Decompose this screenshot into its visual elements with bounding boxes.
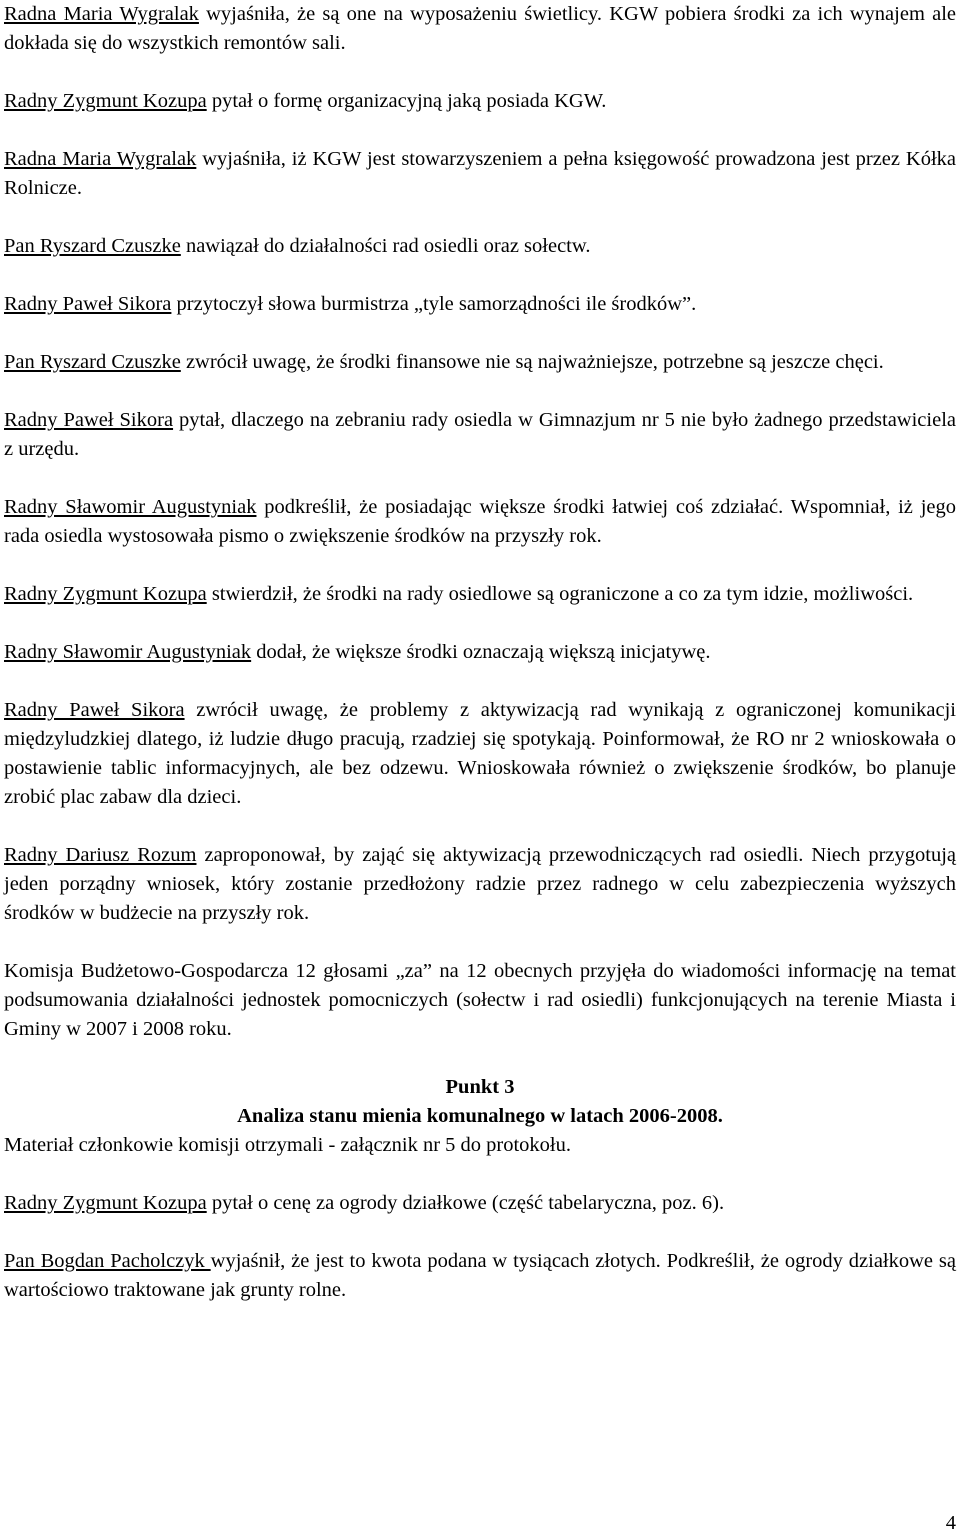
resolution-paragraph: Komisja Budżetowo-Gospodarcza 12 głosami „za” na 12 obecnych przyjęła do wiadomości informację na temat podsumowania działalności jednostek pomocniczych (sołectw i rad osiedli) funkcjonujących na terenie Miasta i Gminy w 2007 i 2008 roku. [4, 960, 956, 1040]
speaker-name: Radny Zygmunt Kozupa [4, 90, 207, 112]
speaker-name: Radny Sławomir Augustyniak [4, 496, 257, 518]
paragraph-8 [4, 493, 956, 551]
paragraph-text: zwrócił uwagę, że problemy z aktywizacją rad wynikają z ograniczonej komunikacji międzyludzkiej dlatego, iż ludzie długo pracują, rzadziej się spotykają. Poinformował, że RO nr 2 wnioskowała o postawienie tablic informacyjnych, ale bez odzewu. Wnioskowała również o zwiększenie środków, bo planuje zrobić plac zabaw dla dzieci. [4, 699, 956, 808]
paragraph-5 [4, 290, 956, 319]
speaker-name: Radna Maria Wygralak [4, 3, 199, 25]
paragraph-1 [4, 0, 956, 58]
speaker-name: Radny Dariusz Rozum [4, 844, 197, 866]
speaker-name: Pan Bogdan Pacholczyk [4, 1250, 211, 1272]
paragraph-6 [4, 348, 956, 377]
speaker-name: Radna Maria Wygralak [4, 148, 197, 170]
paragraph-7 [4, 406, 956, 464]
paragraph-text: pytał o cenę za ogrody działkowe (część tabelaryczna, poz. 6). [206, 1192, 725, 1214]
page-number: 4 [945, 1512, 956, 1534]
speaker-name: Radny Paweł Sikora [4, 699, 185, 721]
speaker-name: Radny Zygmunt Kozupa [4, 583, 207, 605]
paragraph-text: wyjaśniła, iż KGW jest stowarzyszeniem a pełna księgowość prowadzona jest przez Kółka Rolnicze. [4, 148, 956, 199]
speaker-name: Radny Paweł Sikora [4, 409, 174, 431]
paragraph-2 [4, 87, 956, 116]
paragraph-text: nawiązał do działalności rad osiedli oraz sołectw. [180, 235, 591, 257]
paragraph-text: przytoczył słowa burmistrza „tyle samorządności ile środków”. [171, 293, 697, 315]
speaker-name: Radny Sławomir Augustyniak [4, 641, 252, 663]
paragraph-text: zwrócił uwagę, że środki finansowe nie są najważniejsze, potrzebne są jeszcze chęci. [180, 351, 884, 373]
paragraph-after-1 [4, 1189, 956, 1218]
paragraph-3 [4, 145, 956, 203]
paragraph-text: pytał, dlaczego na zebraniu rady osiedla w Gimnazjum nr 5 nie było żadnego przedstawiciela z urzędu. [4, 409, 956, 460]
section-intro: Materiał członkowie komisji otrzymali - załącznik nr 5 do protokołu. [4, 1134, 572, 1156]
section-subheading: Analiza stanu mienia komunalnego w latach 2006-2008. [237, 1105, 723, 1127]
speaker-name: Pan Ryszard Czuszke [4, 235, 181, 257]
paragraph-12 [4, 841, 956, 928]
paragraph-text: stwierdził, że środki na rady osiedlowe są ograniczone a co za tym idzie, możliwości. [206, 583, 914, 605]
paragraph-11 [4, 696, 956, 812]
paragraph-9 [4, 580, 956, 609]
paragraph-after-2 [4, 1247, 956, 1305]
section-heading: Punkt 3 [445, 1076, 515, 1098]
speaker-name: Pan Ryszard Czuszke [4, 351, 181, 373]
paragraph-text: zaproponował, by zająć się aktywizacją przewodniczących rad osiedli. Niech przygotują jeden porządny wniosek, który zostanie przedłożony radzie przez radnego w celu zabezpieczenia wyższych środków w budżecie na przyszły rok. [4, 844, 956, 924]
paragraph-text: dodał, że większe środki oznaczają większą inicjatywę. [251, 641, 711, 663]
paragraph-text: pytał o formę organizacyjną jaką posiada KGW. [206, 90, 607, 112]
paragraph-text: wyjaśnił, że jest to kwota podana w tysiącach złotych. Podkreślił, że ogrody działkowe są wartościowo traktowane jak grunty rolne. [4, 1250, 956, 1301]
document-page [4, 0, 956, 1334]
paragraph-text: podkreślił, że posiadając większe środki łatwiej coś zdziałać. Wspomniał, iż jego rada osiedla wystosowała pismo o zwiększenie środków na przyszły rok. [4, 496, 956, 547]
paragraph-text: wyjaśniła, że są one na wyposażeniu świetlicy. KGW pobiera środki za ich wynajem ale dokłada się do wszystkich remontów sali. [4, 3, 956, 54]
paragraph-10 [4, 638, 956, 667]
speaker-name: Radny Paweł Sikora [4, 293, 172, 315]
paragraph-4 [4, 232, 956, 261]
speaker-name: Radny Zygmunt Kozupa [4, 1192, 207, 1214]
